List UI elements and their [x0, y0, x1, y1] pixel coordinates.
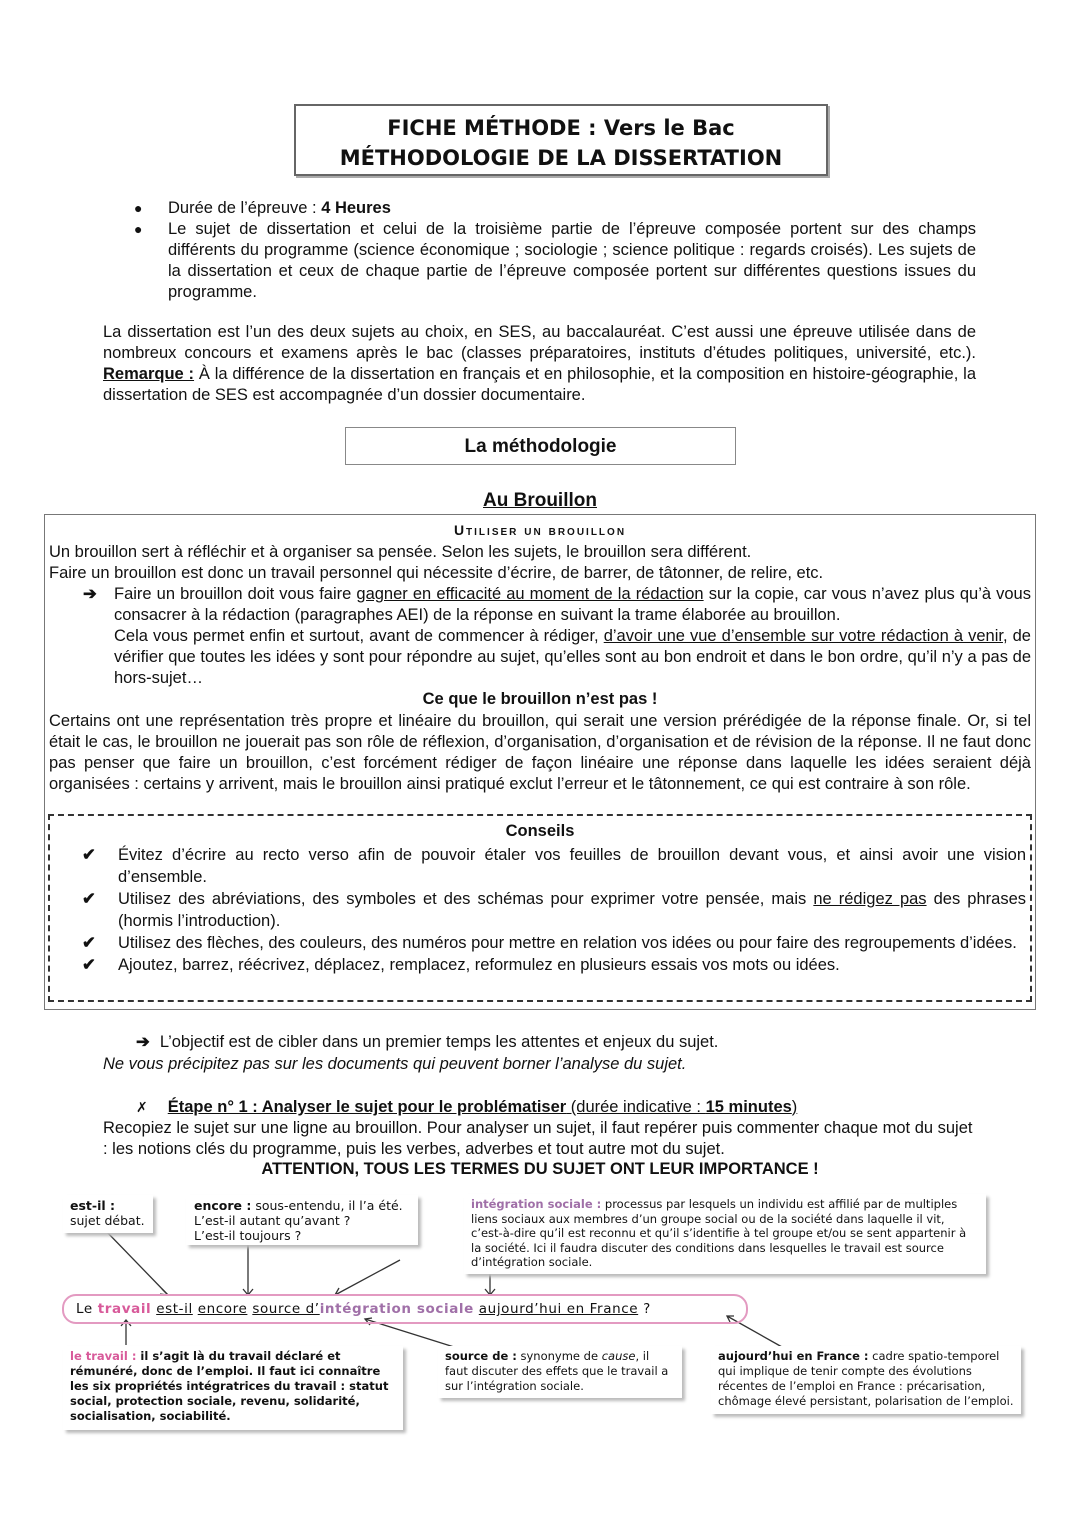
encore-text-3: L’est-il toujours ? — [194, 1228, 302, 1243]
etape1-title: Étape n° 1 : Analyser le sujet pour le problématiser — [167, 1098, 567, 1116]
objective-text: L’objectif est de cibler dans un premier temps les attentes et enjeux du sujet. — [159, 1033, 719, 1051]
note-encore — [186, 1195, 418, 1245]
note-aujourdhui — [711, 1346, 1021, 1414]
etape1-duration-c: ) — [791, 1098, 798, 1116]
title-line-1: FICHE MÉTHODE : Vers le Bac — [387, 116, 735, 140]
subject-source: source d’ — [252, 1301, 320, 1317]
brouillon-intro — [49, 542, 1031, 584]
note-source — [438, 1346, 682, 1398]
arrow-p1-u: gagner en efficacité au moment de la rédaction — [356, 585, 704, 603]
estil-label: est-il : — [70, 1198, 116, 1213]
not-text: Certains ont une représentation très propre et linéaire du brouillon, qui serait une version prérédigée de la réponse finale. Or, si tel était le cas, le brouillon ne jouerait pas son rôle de réflexion, d’organisation, d’organisation et de révision de la réponse. Il ne faut donc pas penser que faire un brouillon, c’est forcément rédiger de façon linéaire une réponse dans laquelle les idées seraient déjà organisées : certains y arrivent, mais le brouillon ainsi pratiqué exclut l’erreur et le tâtonnement, ce qui est contraire à son rôle. — [49, 712, 1031, 793]
note-integration — [464, 1194, 986, 1274]
checkmark-icon: ✔ — [82, 846, 96, 864]
arrow-p2-u: d’avoir une vue d’ensemble sur votre rédaction à venir — [603, 627, 1003, 645]
auj-label: aujourd’hui en France : — [718, 1349, 869, 1363]
note-estil — [63, 1195, 153, 1233]
arrow-p2-b: , de vérifier que toutes les idées y sont pour répondre au sujet, qu’elles sont au bon endroit et dans le bon ordre, qu’il n’y a pas de hors-sujet… — [114, 627, 1031, 687]
auj-text: cadre spatio-temporel qui implique de tenir compte des évolutions récentes de l’emploi en France : précarisation, chômage élevé persistant, polarisation de l’emploi. — [718, 1349, 1014, 1408]
subject-integ: intégration sociale — [319, 1301, 474, 1317]
conseil-item — [48, 844, 1026, 888]
exam-info-bullets — [134, 198, 976, 303]
conseils-title: Conseils — [505, 822, 575, 840]
subject-le: Le — [76, 1301, 98, 1317]
arrow-point — [83, 584, 1031, 689]
attention-text: ATTENTION, TOUS LES TERMES DU SUJET ONT LEUR IMPORTANCE ! — [261, 1160, 819, 1178]
brouillon-p2: Faire un brouillon est donc un travail personnel qui nécessite d’écrire, de barrer, de tâtonner, de relire, etc. — [49, 564, 824, 582]
integ-label: intégration sociale : — [471, 1197, 602, 1211]
subject-line — [62, 1294, 748, 1324]
document-title-box — [294, 104, 828, 176]
conseil-item — [48, 932, 1026, 954]
bullet-duration — [134, 198, 976, 219]
source-text-i: cause — [601, 1349, 636, 1363]
conseils-list — [48, 844, 1026, 976]
intro-text-2: À la différence de la dissertation en français et en philosophie, et la composition en histoire-géographie, la dissertation de SES est accompagnée d’un dossier documentaire. — [103, 365, 976, 404]
encore-label: encore : — [194, 1198, 252, 1213]
bullet-subject: ● Le sujet de dissertation et celui de la troisième partie de l’épreuve composée portent sur des champs différents du programme (science économique ; sociologie ; science politique : regards croisés). Les sujets de la dissertation et ceux de chaque partie de l’épreuve composée portent sur différentes questions issues du programme. — [134, 219, 976, 303]
duration-label: Durée de l’épreuve : — [168, 199, 322, 217]
note-travail — [63, 1346, 403, 1430]
estil-text: sujet débat. — [70, 1213, 145, 1228]
conseil-2-u: ne rédigez pas — [813, 890, 927, 908]
not-title: Ce que le brouillon n’est pas ! — [422, 690, 658, 708]
intro-paragraph — [103, 322, 976, 406]
checkmark-icon: ✔ — [82, 956, 96, 974]
conseil-item — [48, 888, 1026, 932]
brouillon-arrow-block — [83, 584, 1031, 689]
subject-estil: est-il — [156, 1301, 193, 1317]
brouillon-subtitle: Utiliser un brouillon — [453, 522, 627, 538]
source-text-a: synonyme de — [516, 1349, 602, 1363]
intro-text-1: La dissertation est l’un des deux sujets au choix, en SES, au baccalauréat. C’est aussi une épreuve utilisée dans de nombreux concours et examens après le bac (classes préparatoires, instituts d’études politiques, université, etc.). — [103, 323, 976, 362]
conseil-2-b: des phrases (hormis l’introduction). — [118, 890, 1027, 930]
brouillon-p1: Un brouillon sert à réfléchir et à organiser sa pensée. Selon les sujets, le brouillon sera différent. — [49, 543, 752, 561]
duration-value: 4 Heures — [321, 199, 391, 217]
arrow-p2-a: Cela vous permet enfin et surtout, avant de commencer à rédiger, — [114, 627, 604, 645]
conseil-1: Évitez d’écrire au recto verso afin de pouvoir étaler vos feuilles de brouillon devant vous, et ainsi avoir une vision d’ensemble. — [118, 846, 1026, 886]
section-title-box: La méthodologie — [345, 427, 736, 465]
encore-text-2: L’est-il autant qu’avant ? — [194, 1213, 351, 1228]
encore-text-1: sous-entendu, il l’a été. — [251, 1198, 403, 1213]
conseil-2-a: Utilisez des abréviations, des symboles et des schémas pour exprimer votre pensée, mais — [118, 890, 814, 908]
subject-encore: encore — [197, 1301, 248, 1317]
arrow-right-icon: ➔ — [136, 1033, 150, 1051]
conseil-4: Ajoutez, barrez, réécrivez, déplacez, remplacez, reformulez en plusieurs essais vos mots ou idées. — [118, 956, 840, 974]
checkmark-icon: ✔ — [82, 890, 96, 908]
etape1-heading — [136, 1097, 976, 1118]
remark-label: Remarque : — [103, 365, 195, 383]
subject-travail: travail — [97, 1301, 152, 1317]
source-label: source de : — [445, 1349, 517, 1363]
source-text-b: , il faut discuter des effets que le travail a sur l’intégration sociale. — [445, 1349, 669, 1393]
etape1-duration-b: 15 minutes — [705, 1098, 792, 1116]
cross-mark-icon: ✗ — [136, 1099, 148, 1115]
objective-italic: Ne vous précipitez pas sur les documents qui peuvent borner l’analyse du sujet. — [103, 1055, 687, 1073]
brouillon-title: Au Brouillon — [483, 490, 597, 511]
arrow-p1-b: sur la copie, car vous n’avez plus qu’à vous consacrer à la rédaction (paragraphes AEI) de la réponse en suivant la trame élaborée au brouillon. — [114, 585, 1031, 624]
conseil-3: Utilisez des flèches, des couleurs, des numéros pour mettre en relation vos idées ou pour faire des regroupements d’idées. — [118, 934, 1017, 952]
arrow-p1-a: Faire un brouillon doit vous faire — [114, 585, 357, 603]
subject-auj: aujourd’hui en France — [478, 1301, 639, 1317]
integ-text: processus par lesquels un individu est affilié par de multiples liens sociaux aux membres d’un groupe social ou de la société dans laquelle il vit, c’est-à-dire qu’il est reconnu et qu’il s’identifie à tel groupe et/ou se sent appartenir à la société. Ici il faudra discuter des conditions dans lesquelles le travail est source d’intégration sociale. — [471, 1197, 967, 1269]
subject-q: ? — [638, 1301, 651, 1317]
conseil-item — [48, 954, 1026, 976]
objective-line — [136, 1032, 976, 1053]
etape1-text: Recopiez le sujet sur une ligne au brouillon. Pour analyser un sujet, il faut repérer puis commenter chaque mot du sujet : les notions clés du programme, puis les verbes, adverbes et tout autre mot du sujet. — [103, 1119, 973, 1158]
etape1-duration-a: (durée indicative : — [566, 1098, 706, 1116]
title-line-2: MÉTHODOLOGIE DE LA DISSERTATION — [339, 146, 783, 170]
travail-label: le travail : — [70, 1349, 137, 1363]
checkmark-icon: ✔ — [82, 934, 96, 952]
travail-text: il s’agit là du travail déclaré et rémunéré, donc de l’emploi. Il faut ici connaître les six propriétés intégratrices du travail : statut social, protection sociale, revenu, solidarité, socialisation, sociabilité. — [70, 1349, 389, 1423]
arrow-right-icon: ➔ — [83, 585, 97, 603]
